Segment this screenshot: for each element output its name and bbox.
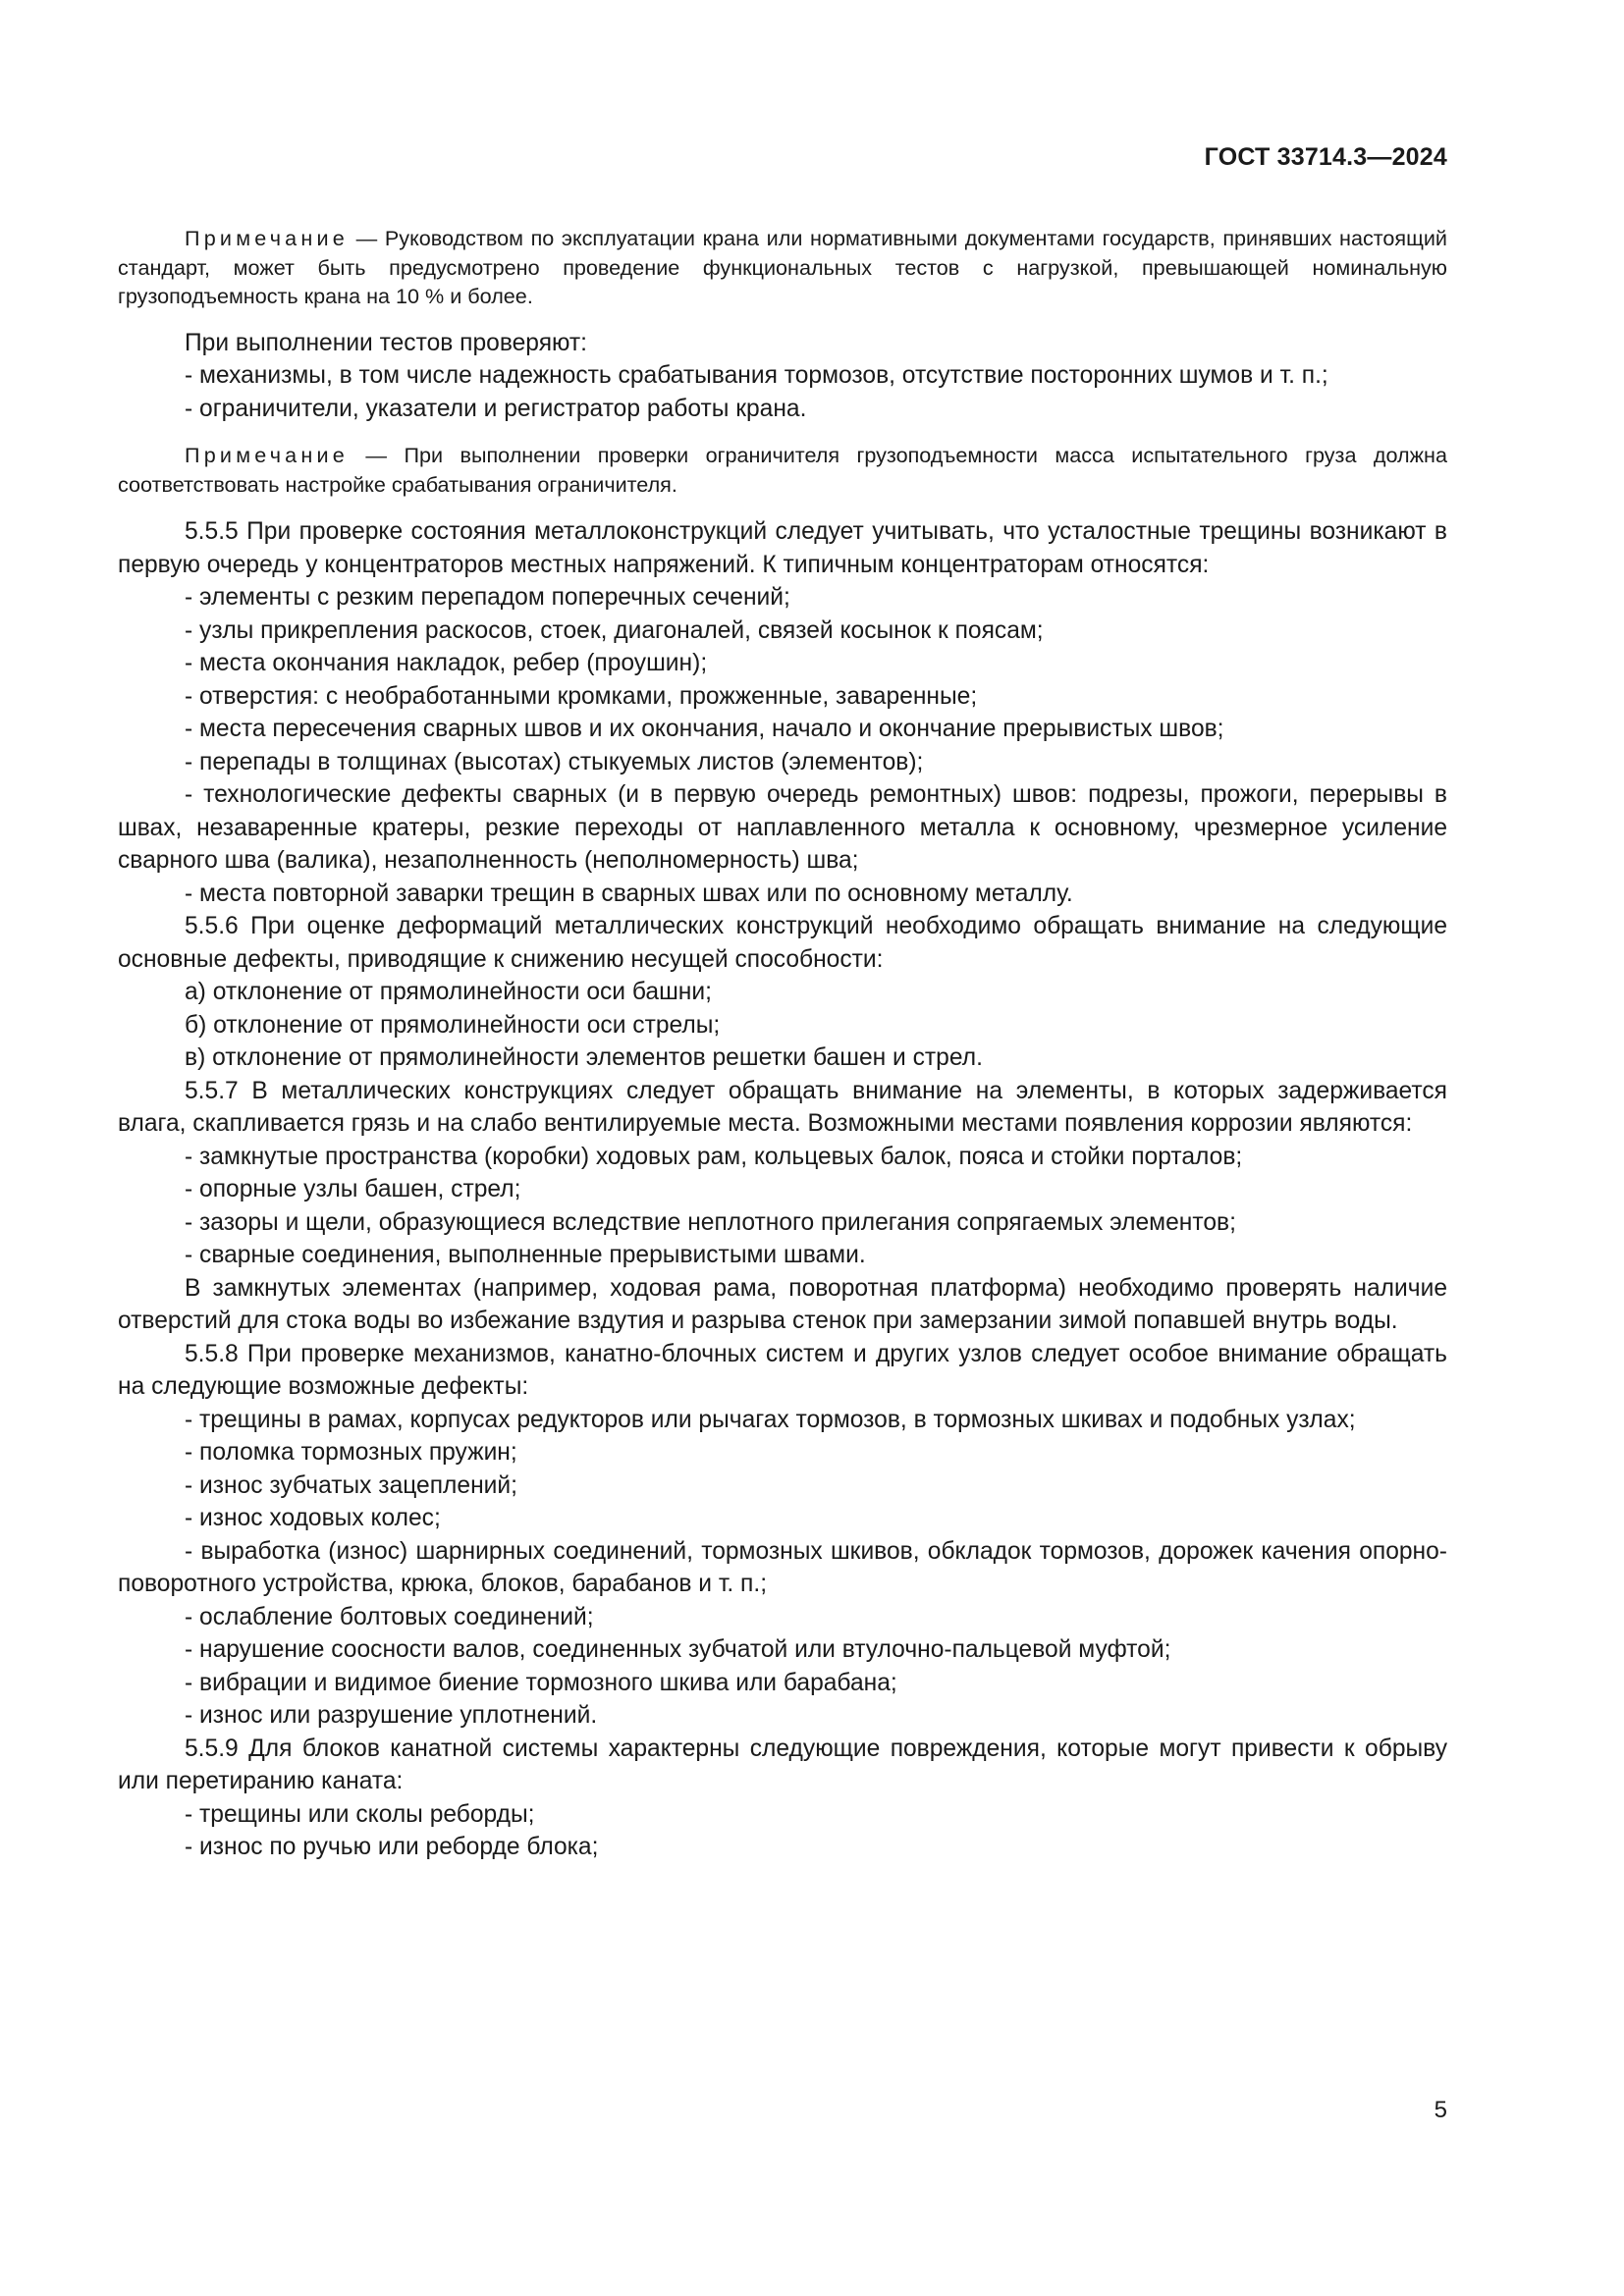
page-number: 5	[1434, 2097, 1447, 2123]
note-1	[118, 224, 1447, 311]
list-item: - замкнутые пространства (коробки) ходовых рам, кольцевых балок, пояса и стойки порталов;	[185, 1143, 1243, 1170]
list-item: - технологические дефекты сварных (и в первую очередь ремонтных) швов: подрезы, прожоги, перерывы в швах, незаваренные кратеры, резкие переходы от наплавленного металла к основному, чрезмерное усиление сварного шва (валика), незаполненность (неполномерность) шва;	[118, 781, 1447, 874]
list-item: - износ зубчатых зацеплений;	[185, 1471, 517, 1499]
list-item: - износ ходовых колес;	[185, 1505, 441, 1531]
list-item: - ослабление болтовых соединений;	[185, 1603, 594, 1630]
note-text: — Руководством по эксплуатации крана или нормативными документами государств, принявших настоящий стандарт, может быть предусмотрено проведение функциональных тестов с нагрузкой, превышающей номинальную грузоподъемность крана на 10 % и более.	[118, 226, 1447, 308]
list-item: - зазоры и щели, образующиеся вследствие неплотного прилегания сопрягаемых элементов;	[185, 1208, 1236, 1236]
main-body	[118, 515, 1447, 1864]
list-item: - перепады в толщинах (высотах) стыкуемых листов (элементов);	[185, 748, 924, 775]
list-item: - места повторной заварки трещин в сварных швах или по основному металлу.	[185, 880, 1073, 907]
list-item: - отверстия: с необработанными кромками, прожженные, заваренные;	[185, 682, 978, 710]
paragraph: 5.5.6 При оценке деформаций металлических конструкций необходимо обращать внимание на следующие основные дефекты, приводящие к снижению несущей способности:	[118, 913, 1447, 973]
list-item: в) отклонение от прямолинейности элементов решетки башен и стрел.	[185, 1044, 983, 1071]
list-item: а) отклонение от прямолинейности оси башни;	[185, 979, 712, 1005]
paragraph: 5.5.8 При проверке механизмов, канатно-блочных систем и других узлов следует особое внимание обращать на следующие возможные дефекты:	[118, 1340, 1447, 1400]
list-item: - трещины в рамах, корпусах редукторов или рычагах тормозов, в тормозных шкивах и подобных узлах;	[185, 1406, 1356, 1433]
paragraph: 5.5.7 В металлических конструкциях следует обращать внимание на элементы, в которых задерживается влага, скапливается грязь и на слабо вентилируемые места. Возможными местами появления коррозии являются:	[118, 1077, 1447, 1137]
list-item: - трещины или сколы реборды;	[185, 1800, 535, 1828]
list-item: - нарушение соосности валов, соединенных зубчатой или втулочно-пальцевой муфтой;	[185, 1636, 1171, 1663]
note-label: Примечание	[185, 226, 349, 250]
list-item: - сварные соединения, выполненные прерывистыми швами.	[185, 1242, 866, 1268]
note-text: — При выполнении проверки ограничителя грузоподъемности масса испытательного груза должна соответствовать настройке срабатывания ограничителя.	[118, 443, 1447, 497]
list-item: - износ по ручью или реборде блока;	[185, 1834, 599, 1860]
paragraph: 5.5.9 Для блоков канатной системы характерны следующие повреждения, которые могут привести к обрыву или перетиранию каната:	[118, 1735, 1447, 1794]
list-item: - износ или разрушение уплотнений.	[185, 1702, 598, 1729]
list-item: - элементы с резким перепадом поперечных сечений;	[185, 584, 790, 611]
list-item: б) отклонение от прямолинейности оси стрелы;	[185, 1011, 721, 1039]
list-item: - вибрации и видимое биение тормозного шкива или барабана;	[185, 1669, 897, 1696]
document-code: ГОСТ 33714.3—2024	[1204, 143, 1447, 171]
paragraph: В замкнутых элементах (например, ходовая рама, поворотная платформа) необходимо проверять наличие отверстий для стока воды во избежание вздутия и разрыва стенок при замерзании зимой попавшей внутрь воды.	[118, 1274, 1447, 1334]
paragraph: При выполнении тестов проверяют:	[185, 329, 588, 356]
note-2	[118, 441, 1447, 499]
list-item: - выработка (износ) шарнирных соединений, тормозных шкивов, обкладок тормозов, дорожек качения опорно-поворотного устройства, крюка, блоков, барабанов и т. п.;	[118, 1537, 1447, 1597]
list-item: - механизмы, в том числе надежность срабатывания тормозов, отсутствие посторонних шумов и т. п.;	[185, 362, 1328, 389]
page-content	[118, 224, 1447, 1864]
list-item: - узлы прикрепления раскосов, стоек, диагоналей, связей косынок к поясам;	[185, 616, 1044, 644]
tests-block	[118, 327, 1447, 426]
list-item: - опорные узлы башен, стрел;	[185, 1176, 521, 1202]
list-item: - ограничители, указатели и регистратор работы крана.	[185, 395, 807, 422]
list-item: - поломка тормозных пружин;	[185, 1439, 517, 1466]
list-item: - места окончания накладок, ребер (проушин);	[185, 650, 708, 676]
note-label: Примечание	[185, 443, 349, 467]
paragraph: 5.5.5 При проверке состояния металлоконструкций следует учитывать, что усталостные трещины возникают в первую очередь у концентраторов местных напряжений. К типичным концентраторам относятся:	[118, 518, 1447, 578]
list-item: - места пересечения сварных швов и их окончания, начало и окончание прерывистых швов;	[185, 716, 1224, 742]
